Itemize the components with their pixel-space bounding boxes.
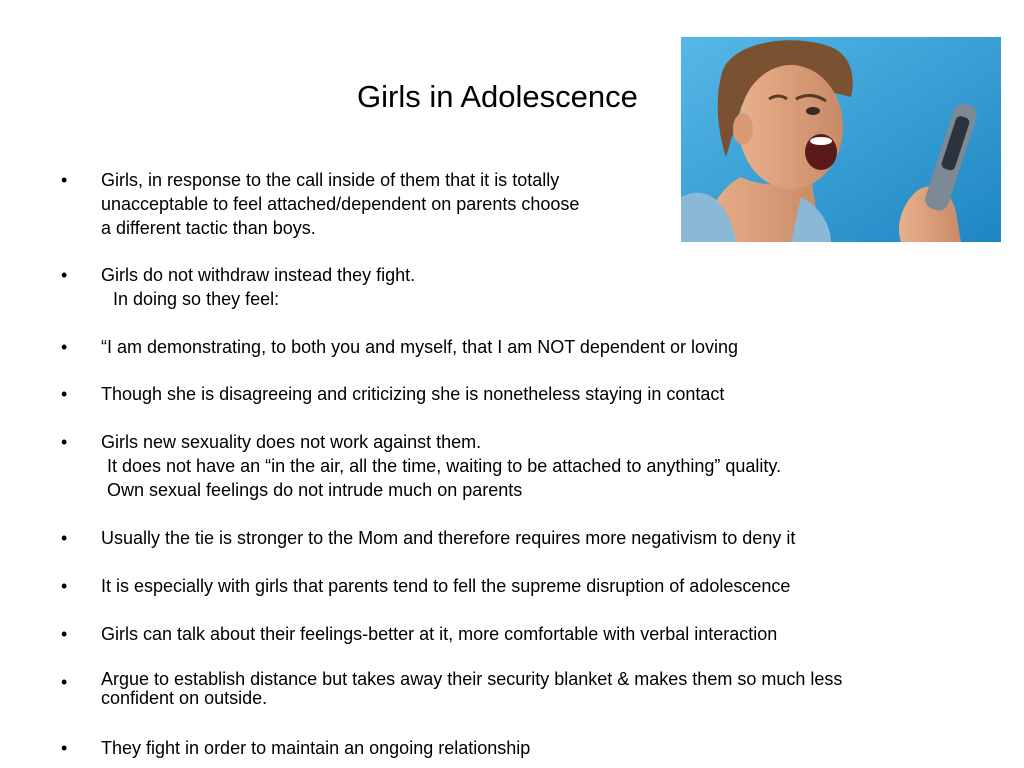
bullet-marker: • (61, 576, 68, 596)
bullet-marker: • (61, 672, 68, 692)
slide-title: Girls in Adolescence (357, 79, 638, 114)
bullet-marker: • (61, 432, 68, 452)
bullet-text: It is especially with girls that parents tend to fell the supreme disruption of adolescence (101, 576, 791, 596)
bullet-marker: • (61, 624, 68, 644)
bullet-marker: • (61, 738, 68, 758)
bullet-text: Usually the tie is stronger to the Mom and therefore requires more negativism to deny it (101, 528, 796, 548)
bullet-text: Girls do not withdraw instead they fight. In doing so they feel: (101, 265, 416, 309)
bullet-marker: • (61, 528, 68, 548)
bullet-marker: • (61, 384, 68, 404)
bullet-text: “I am demonstrating, to both you and myself, that I am NOT dependent or loving (101, 337, 739, 357)
bullet-text: Girls can talk about their feelings-better at it, more comfortable with verbal interaction (101, 624, 778, 644)
bullet-text: Girls new sexuality does not work against them. It does not have an “in the air, all the time, waiting to be attached to anything” quality. Own sexual feelings do not intrude much on parents (101, 432, 782, 500)
girl-with-phone-image (681, 37, 1001, 242)
bullet-text: Girls, in response to the call inside of them that it is totally unacceptable to feel attached/dependent on parents choose a different tactic than boys. (101, 170, 580, 238)
bullet-text: Argue to establish distance but takes away their security blanket & makes them so much less confident on outside. (101, 669, 843, 708)
bullet-marker: • (61, 337, 68, 357)
bullet-text: Though she is disagreeing and criticizing she is nonetheless staying in contact (101, 384, 725, 404)
bullet-marker: • (61, 265, 68, 285)
bullet-text: They fight in order to maintain an ongoing relationship (101, 738, 531, 758)
bullet-marker: • (61, 170, 68, 190)
